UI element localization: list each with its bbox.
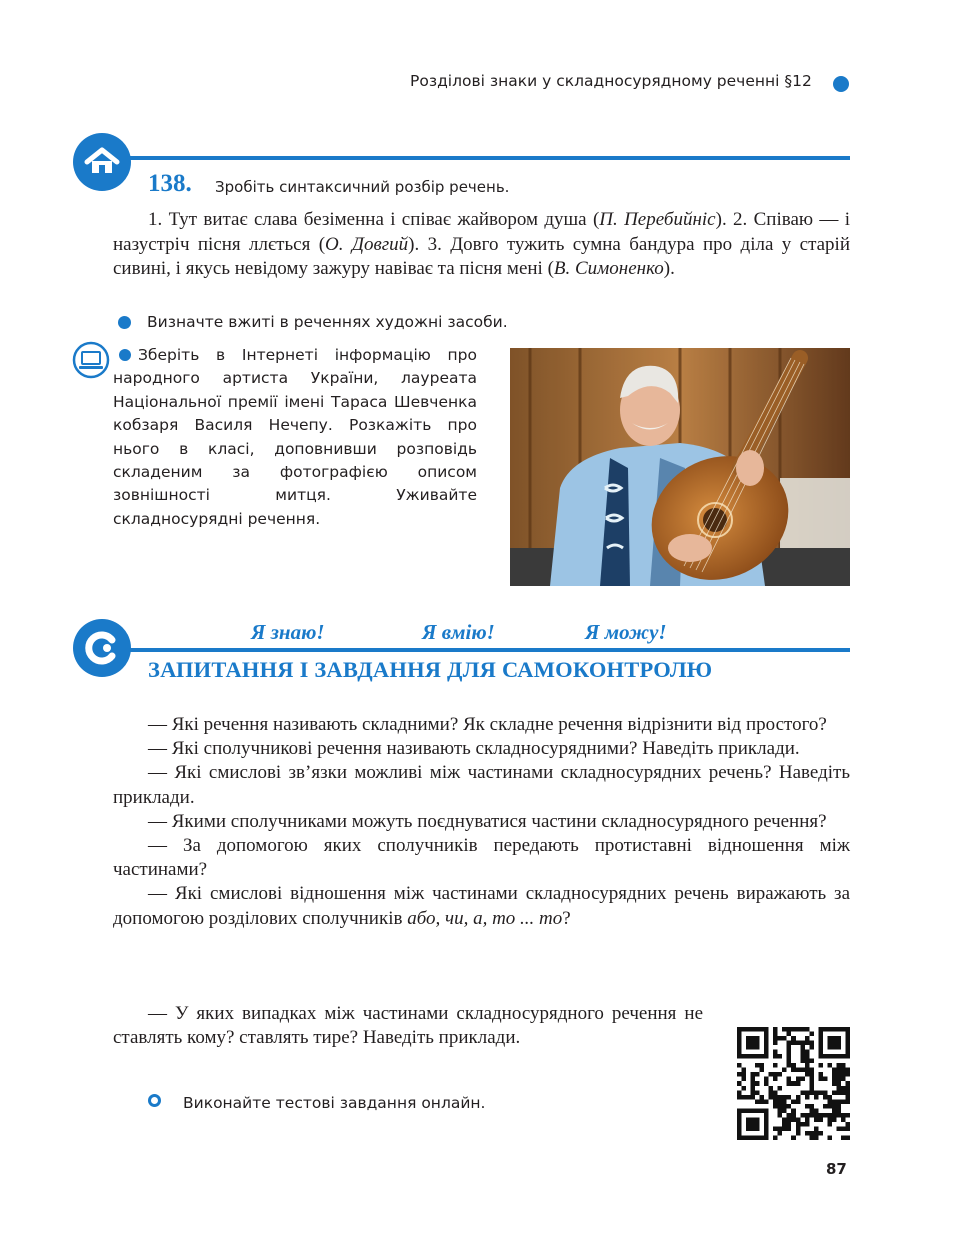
exercise-text: 1. Тут витає слава безіменна і співає жайвором душа (П. Перебийніс). 2. Співаю — і назустріч пісня ллється (О. Довгий). 3. Довго тужить сумна бандура про діла у старій сивині, і якусь невідому зажуру навіває та пісня мені (В. Симоненко). (113, 209, 851, 279)
computer-icon (72, 341, 110, 379)
questions-list (113, 713, 850, 931)
self-control-divider (128, 648, 850, 652)
question-item: — Які сполучникові речення називають складносурядними? Наведіть приклади. (148, 738, 800, 760)
task-bullet (119, 349, 131, 361)
sentence-2: 2. Співаю — і назустріч пісня ллється ( (113, 209, 851, 255)
task-bullet (118, 316, 131, 329)
home-icon (73, 133, 131, 191)
question-item: — У яких випадках між частинами складносурядного речення не ставлять кому? ставлять тире? Наведіть приклади. (113, 1003, 703, 1049)
online-task-bullet (148, 1094, 161, 1107)
task-figures-of-speech: Визначте вжиті в реченнях художні засоби. (147, 313, 508, 331)
conjunctions-example: або, чи, а, то ... то (407, 907, 563, 929)
sentence-1-author: П. Перебийніс (599, 209, 716, 230)
question-item: — Які речення називають складними? Як складне речення відрізнити від простого? (148, 714, 827, 735)
page-number: 87 (826, 1160, 847, 1178)
slogan-i-am-able: Я можу! (585, 620, 667, 644)
qr-code[interactable] (737, 1027, 850, 1140)
exercise-number: 138. (148, 170, 192, 197)
question-item: — Якими сполучниками можуть поєднуватися частини складносурядного речення? (148, 810, 827, 832)
running-header: Розділові знаки у складносурядному реченні §12 (410, 72, 812, 90)
slogan-i-can-do: Я вмію! (422, 620, 495, 644)
task-internet-research: Зберіть в Інтернеті інформацію про народного артиста України, лауреата Національної премії імені Тараса Шевченка кобзаря Василя Нечепу. Розкажіть про нього в класі, доповнивши розповідь складеним за фотографією описом зовнішності митця. Уживайте складносурядні речення. (113, 346, 477, 528)
sentence-2-author: О. Довгий (325, 233, 409, 255)
self-control-c-icon (73, 619, 131, 677)
online-test-task: Виконайте тестові завдання онлайн. (183, 1094, 486, 1112)
questions-list-last (113, 1002, 703, 1050)
exercise-divider (128, 156, 850, 160)
slogan-i-know: Я знаю! (251, 620, 325, 644)
sentence-1: 1. Тут витає слава безіменна і співає жайвором душа ( (148, 209, 600, 230)
question-item: — Які смислові зв’язки можливі між частинами складносурядних речень? Наведіть приклади. (113, 762, 850, 808)
exercise-instruction: Зробіть синтаксичний розбір речень. (215, 178, 510, 196)
kobzar-photo (510, 348, 850, 586)
sentence-3: 3. Довго тужить сумна бандура про діла у старій сивині, і якусь невідому зажуру навіває та пісня мені ( (113, 233, 850, 279)
sentence-3-author: В. Симоненко (553, 258, 664, 279)
question-item: — За допомогою яких сполучників передають протиставні відношення між частинами? (113, 835, 850, 881)
self-control-title: ЗАПИТАННЯ І ЗАВДАННЯ ДЛЯ САМОКОНТРОЛЮ (148, 657, 713, 682)
question-item: — Які смислові відношення між частинами складносурядних речень виражають за допомогою розділових сполучників або, чи, а, то ... то? (113, 883, 850, 929)
header-bullet (833, 76, 849, 92)
